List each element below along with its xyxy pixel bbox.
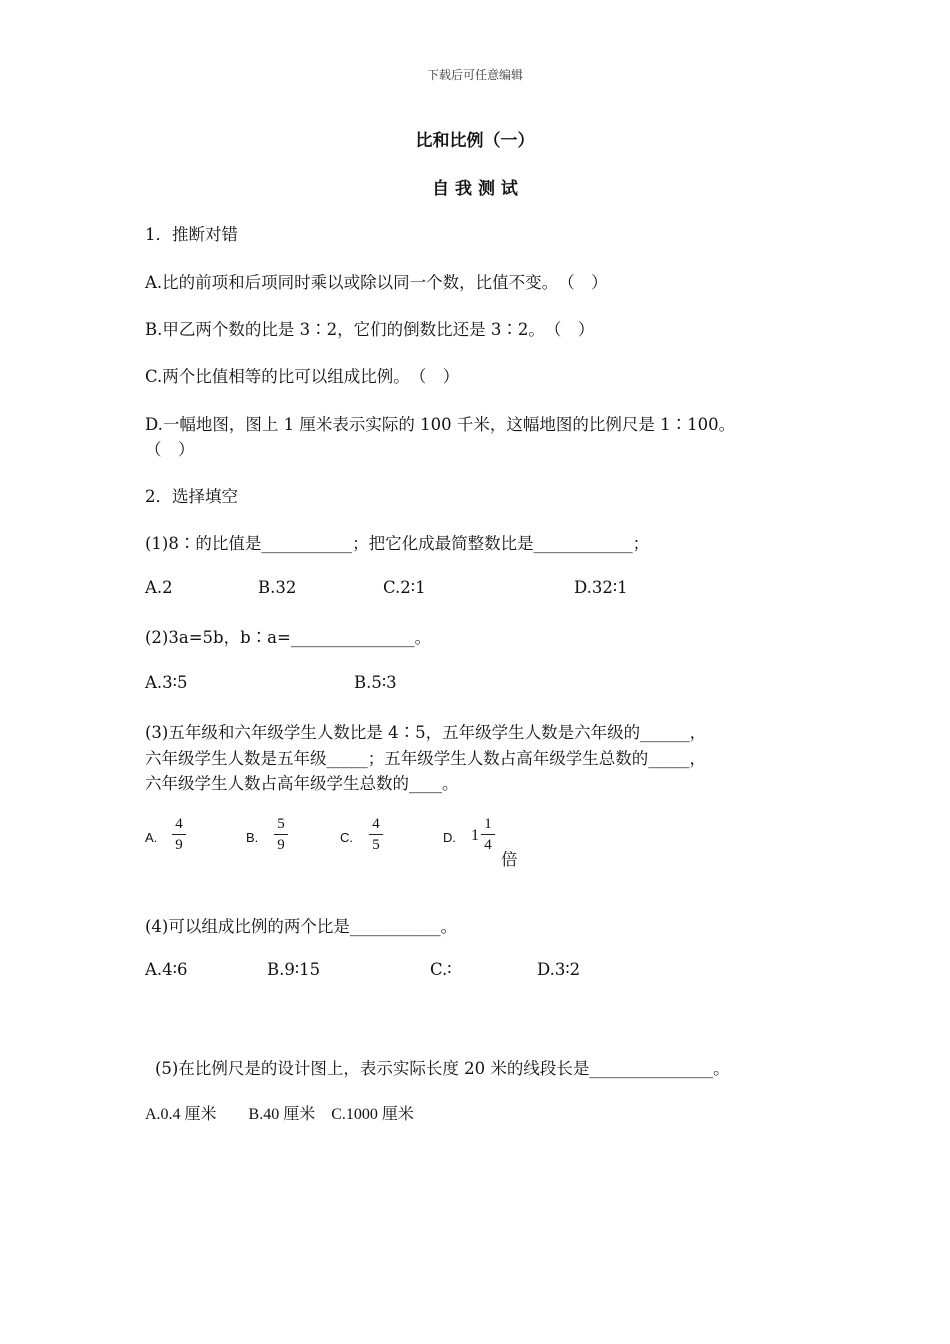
q4-option-c: C.∶ — [430, 960, 452, 979]
q3-option-d-denominator: 4 — [484, 837, 492, 853]
q3-option-d-numerator: 1 — [484, 816, 492, 832]
q2-option-a: A.3∶5 — [145, 673, 188, 692]
q4-option-b: B.9∶15 — [267, 960, 321, 979]
q3-option-a-label: A. — [145, 830, 158, 845]
q3-option-c-fraction — [369, 815, 383, 854]
question-2-5: (5)在比例尺是的设计图上，表示实际长度 20 米的线段长是_______________。 — [155, 1059, 730, 1078]
q1-option-c: C.2∶1 — [383, 578, 426, 597]
page-title: 比和比例（一） — [415, 131, 535, 151]
q3-option-d-suffix: 倍 — [501, 850, 518, 869]
q3-option-b-denominator: 9 — [277, 837, 285, 853]
q3-option-a-numerator: 4 — [175, 816, 183, 832]
q3-option-d-label: D. — [443, 830, 456, 845]
question-1b: B.甲乙两个数的比是 3∶2，它们的倒数比还是 3∶2。 （ ） — [145, 320, 595, 339]
question-1c: C.两个比值相等的比可以组成比例。 （ ） — [145, 367, 460, 386]
question-2-3-line1: (3)五年级和六年级学生人数比是 4∶5，五年级学生人数是六年级的______， — [145, 723, 707, 742]
page-subtitle: 自 我 测 试 — [432, 179, 518, 199]
q3-option-c-numerator: 4 — [372, 816, 380, 832]
q2-option-b: B.5∶3 — [354, 673, 397, 692]
q1-option-d: D.32∶1 — [574, 578, 628, 597]
question-1d-bracket: （ ） — [145, 440, 195, 459]
q5-options: A.0.4 厘米 B.40 厘米 C.1000 厘米 — [145, 1106, 414, 1123]
question-2-3-line2: 六年级学生人数是五年级_____；五年级学生人数占高年级学生总数的_____， — [145, 749, 706, 768]
question-1d: D.一幅地图，图上 1 厘米表示实际的 100 千米，这幅地图的比例尺是 1∶100。 — [145, 415, 736, 434]
q3-option-a-denominator: 9 — [175, 837, 183, 853]
page-header: 下载后可任意编辑 — [426, 68, 523, 82]
section-2-heading: 2．选择填空 — [145, 487, 238, 506]
q3-option-b-fraction — [274, 815, 288, 854]
q3-option-b-label: B. — [246, 830, 259, 845]
q1-option-a: A.2 — [145, 578, 173, 597]
q1-option-b: B.32 — [258, 578, 297, 597]
question-2-2: (2)3a=5b，b∶a=_______________。 — [145, 628, 432, 647]
question-2-3-line3: 六年级学生人数占高年级学生总数的____。 — [145, 774, 459, 793]
question-2-1: (1)8∶的比值是___________；把它化成最简整数比是____________； — [145, 534, 650, 553]
q4-option-a: A.4∶6 — [145, 960, 188, 979]
section-1-heading: 1．推断对错 — [145, 225, 238, 244]
q3-option-d-whole: 1 — [471, 827, 479, 844]
q4-option-d: D.3∶2 — [537, 960, 581, 979]
q3-option-c-label: C. — [340, 830, 353, 845]
question-2-4: (4)可以组成比例的两个比是___________。 — [145, 917, 458, 936]
q3-option-a-fraction — [172, 815, 186, 854]
q3-option-d-fraction — [481, 815, 495, 854]
question-1a: A.比的前项和后项同时乘以或除以同一个数，比值不变。 （ ） — [145, 273, 608, 292]
q3-option-c-denominator: 5 — [372, 837, 380, 853]
q3-option-b-numerator: 5 — [277, 816, 285, 832]
